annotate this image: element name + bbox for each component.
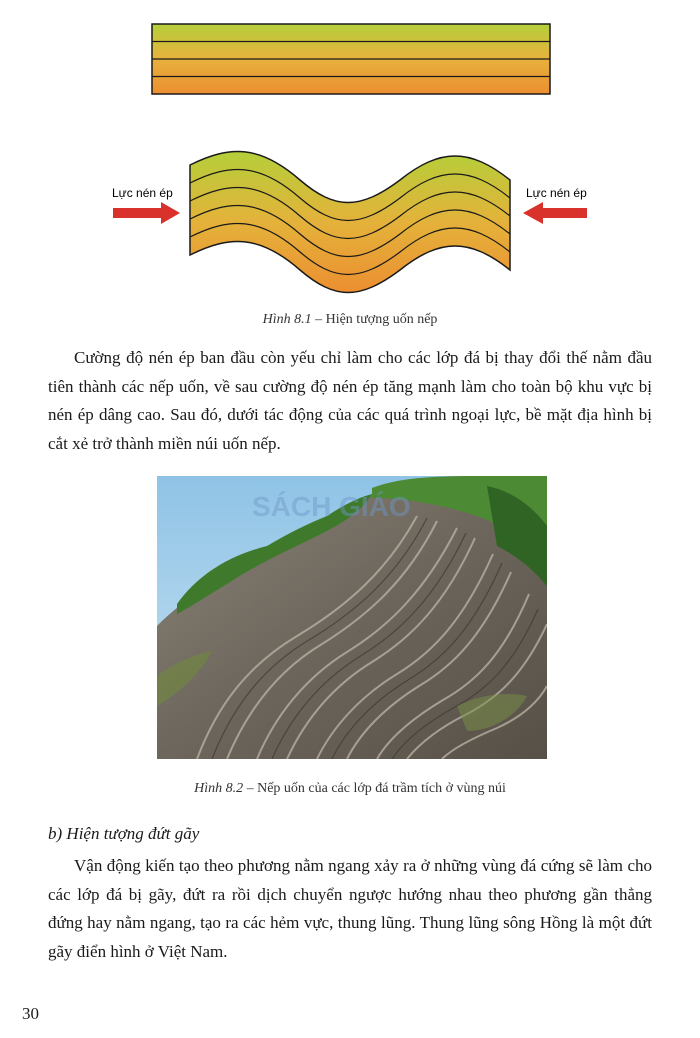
right-force-label: Lực nén ép (526, 186, 587, 200)
section-b-heading: b) Hiện tượng đứt gãy (48, 824, 200, 843)
figure-8-1-title: – Hiện tượng uốn nếp (311, 312, 438, 327)
watermark-text: SÁCH GIÁO (252, 491, 411, 522)
figure-8-1-caption (0, 312, 700, 328)
page-number: 30 (22, 1004, 39, 1023)
figure-8-2-photo (157, 476, 547, 759)
figure-8-1-diagram (0, 0, 700, 300)
figure-8-2-title: – Nếp uốn của các lớp đá trầm tích ở vùng núi (243, 781, 506, 796)
figure-8-1-number: Hình 8.1 (262, 312, 312, 327)
paragraph-folding: Cường độ nén ép ban đầu còn yếu chỉ làm cho các lớp đá bị thay đổi thế nằm đầu tiên thành các nếp uốn, về sau cường độ nén ép tăng mạnh làm cho toàn bộ khu vực bị nén ép dâng cao. Sau đó, dưới tác động của các quá trình ngoại lực, bề mặt địa hình bị cắt xẻ trở thành miền núi uốn nếp. (48, 348, 652, 453)
figure-8-2-number: Hình 8.2 (194, 781, 244, 796)
right-compression-arrow (523, 202, 587, 224)
figure-8-2-caption (0, 781, 700, 797)
left-compression-arrow (113, 202, 180, 224)
flat-strata (152, 24, 550, 94)
left-force-label: Lực nén ép (112, 186, 173, 200)
paragraph-faulting: Vận động kiến tạo theo phương nằm ngang xảy ra ở những vùng đá cứng sẽ làm cho các lớp đá bị gãy, đứt ra rồi dịch chuyển ngược hướng nhau theo phương gần thẳng đứng hay nằm ngang, tạo ra các hẻm vực, thung lũng. Thung lũng sông Hồng là một đứt gãy điển hình ở Việt Nam. (48, 856, 652, 961)
folded-strata (190, 151, 510, 292)
